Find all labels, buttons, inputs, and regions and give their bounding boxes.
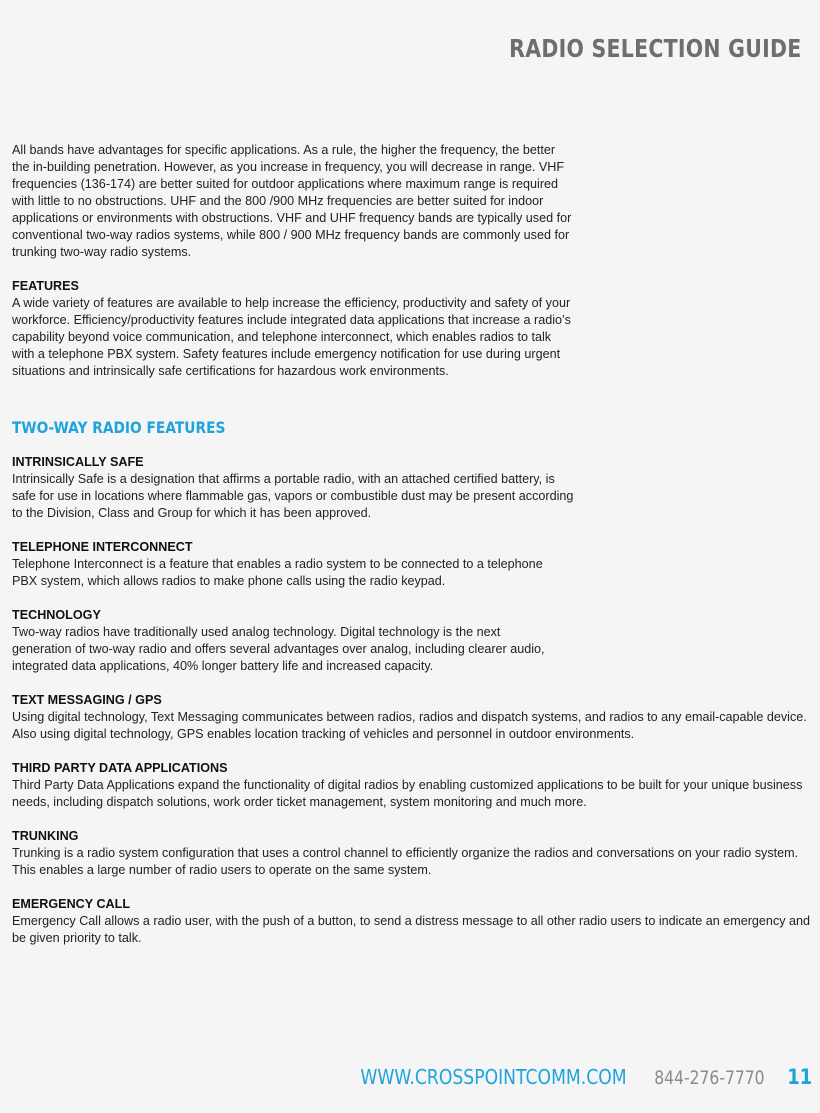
feature-text: Telephone Interconnect is a feature that enables a radio system to be connected to a telephone PBX system, which allows radios to make phone calls using the radio keypad. — [12, 557, 543, 588]
feature-text: Intrinsically Safe is a designation that affirms a portable radio, with an attached certified battery, is safe for use in locations where flammable gas, vapors or combustible dust may be present according to the Division, Class and Group for which it has been approved. — [12, 472, 574, 520]
feature-text: Trunking is a radio system configuration that uses a control channel to efficiently organize the radios and conversations on your radio system. This enables a large number of radio users to operate on the same system. — [12, 846, 799, 877]
section-title: TWO-WAY RADIO FEATURES — [12, 418, 226, 437]
main-content — [12, 142, 812, 964]
feature-text: Using digital technology, Text Messaging communicates between radios, radios and dispatch systems, and radios to any email-capable device. Also using digital technology, GPS enables location tracking of vehicles and personnel in outdoor environments. — [12, 710, 807, 741]
intro-paragraph: All bands have advantages for specific applications. As a rule, the higher the frequency, the better the in-building penetration. However, as you increase in frequency, you will decrease in range. VHF frequencies (136-174) are better suited for outdoor applications where maximum range is required with little to no obstructions. UHF and the 800 /900 MHz frequencies are better suited for indoor applications or environments with obstructions. VHF and UHF frequency bands are typically used for conventional two-way radios systems, while 800 / 900 MHz frequency bands are commonly used for trunking two-way radio systems. — [12, 143, 572, 259]
feature-heading: TEXT MESSAGING / GPS — [12, 693, 162, 707]
feature-trunking — [12, 828, 812, 879]
page-footer — [317, 1065, 812, 1089]
feature-text: Emergency Call allows a radio user, with the push of a button, to send a distress message to all other radio users to indicate an emergency and be given priority to talk. — [12, 914, 811, 945]
feature-heading: TRUNKING — [12, 829, 79, 843]
features-paragraph: A wide variety of features are available to help increase the efficiency, productivity and safety of your workforce. Efficiency/productivity features include integrated data applications that increase a radio’s capability beyond voice communication, and telephone interconnect, which enables radios to talk with a telephone PBX system. Safety features include emergency notification for use during urgent situations and intrinsically safe certifications for hazardous work environments. — [12, 296, 571, 378]
website-link[interactable]: WWW.CROSSPOINTCOMM.COM — [359, 1065, 627, 1089]
feature-heading: THIRD PARTY DATA APPLICATIONS — [12, 761, 228, 775]
feature-text: Two-way radios have traditionally used analog technology. Digital technology is the next generation of two-way radio and offers several advantages over analog, including clearer audio, integrated data applications, 40% longer battery life and increased capacity. — [12, 625, 545, 673]
feature-text-messaging-gps — [12, 692, 812, 743]
feature-telephone-interconnect — [12, 539, 812, 590]
feature-heading: EMERGENCY CALL — [12, 897, 131, 911]
feature-intrinsically-safe — [12, 454, 812, 522]
feature-technology — [12, 607, 812, 675]
feature-text: Third Party Data Applications expand the functionality of digital radios by enabling customized applications to be built for your unique business needs, including dispatch solutions, work order ticket management, system monitoring and much more. — [12, 778, 803, 809]
page-number: 11 — [787, 1065, 812, 1089]
feature-emergency-call — [12, 896, 812, 947]
feature-third-party-data — [12, 760, 812, 811]
feature-heading: INTRINSICALLY SAFE — [12, 455, 144, 469]
feature-heading: TECHNOLOGY — [12, 608, 101, 622]
features-block — [12, 278, 812, 380]
features-heading: FEATURES — [12, 279, 79, 293]
page-title: RADIO SELECTION GUIDE — [509, 34, 802, 63]
phone-number: 844-276-7770 — [654, 1067, 765, 1089]
feature-heading: TELEPHONE INTERCONNECT — [12, 540, 193, 554]
